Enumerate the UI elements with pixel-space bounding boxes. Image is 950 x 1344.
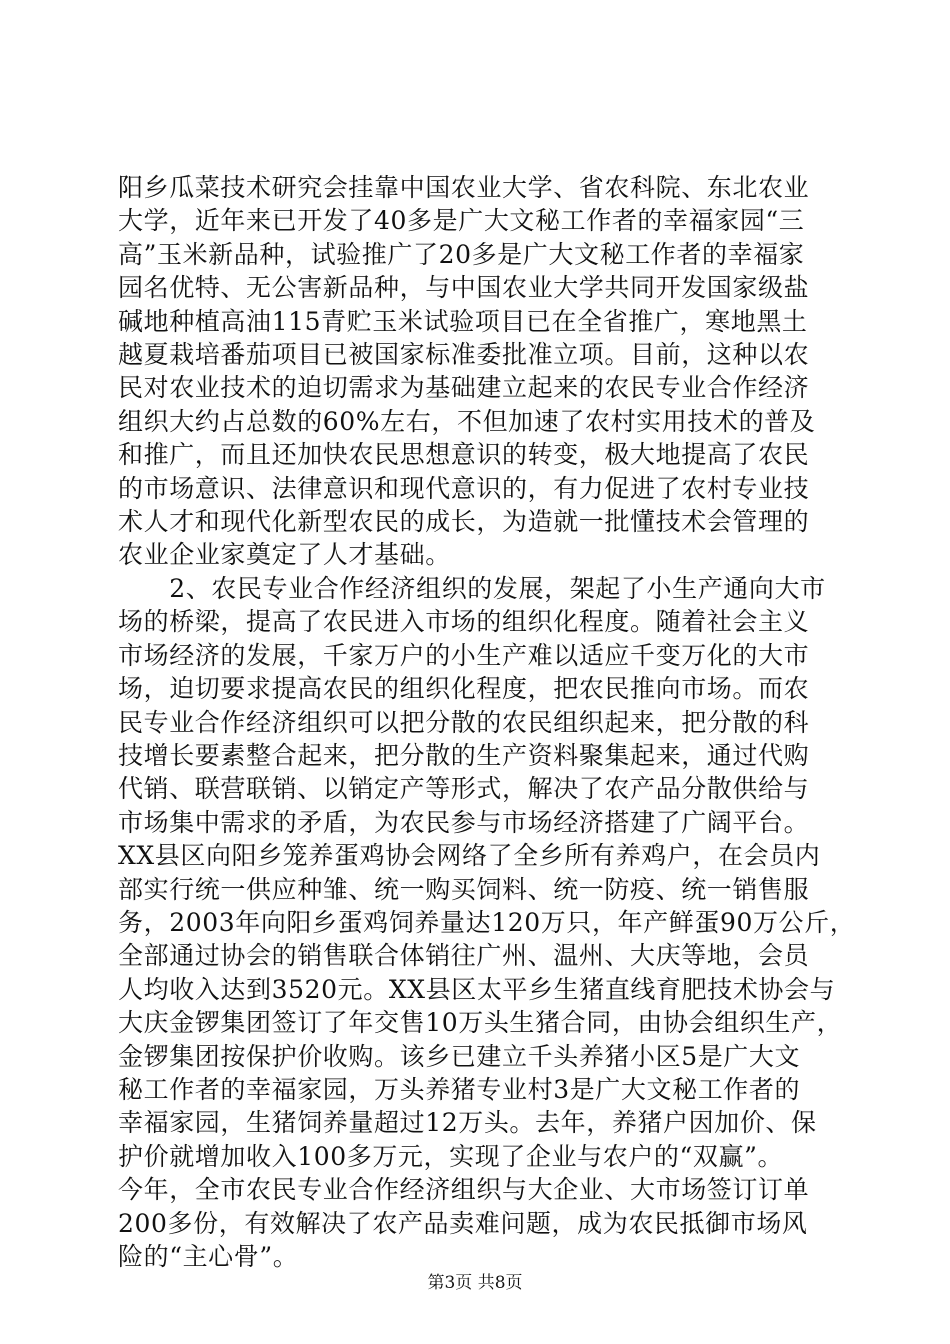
text-line: 民专业合作经济组织可以把分散的农民组织起来，把分散的科 [118, 707, 810, 737]
text-line: 全部通过协会的销售联合体销往广州、温州、大庆等地，会员 [118, 941, 810, 971]
text-line: 和推广，而且还加快农民思想意识的转变，极大地提高了农民 [118, 440, 810, 470]
text-line: 市场集中需求的矛盾，为农民参与市场经济搭建了广阔平台。 [118, 807, 810, 837]
text-line: 碱地种植高油115青贮玉米试验项目已在全省推广，寒地黑土 [118, 306, 808, 336]
text-line: 险的“主心骨”。 [118, 1242, 299, 1271]
text-line: 农业企业家奠定了人才基础。 [118, 540, 451, 570]
text-line: 2、农民专业合作经济组织的发展，架起了小生产通向大市 [118, 573, 826, 603]
text-line: 部实行统一供应种雏、统一购买饲料、统一防疫、统一销售服 [118, 874, 810, 904]
text-line: 市场经济的发展，千家万户的小生产难以适应千变万化的大市 [118, 640, 810, 670]
text-line: 大庆金锣集团签订了年交售10万头生猪合同，由协会组织生产， [118, 1008, 843, 1038]
text-line: 术人才和现代化新型农民的成长，为造就一批懂技术会管理的 [118, 507, 810, 537]
text-line: 人均收入达到3520元。XX县区太平乡生猪直线育肥技术协会与 [118, 974, 836, 1004]
text-line: 高”玉米新品种，试验推广了20多是广大文秘工作者的幸福家 [118, 239, 805, 269]
text-line: 幸福家园，生猪饲养量超过12万头。去年，养猪户因加价、保 [118, 1108, 817, 1138]
text-line: 技增长要素整合起来，把分散的生产资料聚集起来，通过代购 [118, 740, 810, 770]
text-line: XX县区向阳乡笼养蛋鸡协会网络了全乡所有养鸡户，在会员内 [118, 841, 821, 871]
text-line: 越夏栽培番茄项目已被国家标准委批准立项。目前，这种以农 [118, 340, 810, 370]
text-line: 场的桥梁，提高了农民进入市场的组织化程度。随着社会主义 [118, 607, 810, 637]
text-line: 代销、联营联销、以销定产等形式，解决了农产品分散供给与 [118, 774, 810, 804]
body-text [118, 171, 856, 1273]
text-line: 金锣集团按保护价收购。该乡已建立千头养猪小区5是广大文 [118, 1041, 801, 1071]
text-line: 200多份，有效解决了农产品卖难问题，成为农民抵御市场风 [118, 1208, 808, 1238]
text-line: 大学，近年来已开发了40多是广大文秘工作者的幸福家园“三 [118, 206, 805, 236]
text-line: 民对农业技术的迫切需求为基础建立起来的农民专业合作经济 [118, 373, 810, 403]
text-line: 阳乡瓜菜技术研究会挂靠中国农业大学、省农科院、东北农业 [118, 173, 810, 202]
text-line: 秘工作者的幸福家园，万头养猪专业村3是广大文秘工作者的 [118, 1074, 801, 1104]
text-line: 场，迫切要求提高农民的组织化程度，把农民推向市场。而农 [118, 674, 810, 704]
text-line: 务，2003年向阳乡蛋鸡饲养量达120万只，年产鲜蛋90万公斤， [118, 907, 856, 937]
page-footer: 第3页 共8页 [427, 1273, 523, 1293]
text-line: 护价就增加收入100多万元，实现了企业与农户的“双赢”。 [118, 1141, 784, 1171]
text-line: 的市场意识、法律意识和现代意识的，有力促进了农村专业技 [118, 473, 810, 503]
text-line: 组织大约占总数的60%左右，不但加速了农村实用技术的普及 [118, 406, 816, 436]
text-line: 今年，全市农民专业合作经济组织与大企业、大市场签订订单 [118, 1175, 810, 1205]
text-line: 园名优特、无公害新品种，与中国农业大学共同开发国家级盐 [118, 273, 810, 303]
